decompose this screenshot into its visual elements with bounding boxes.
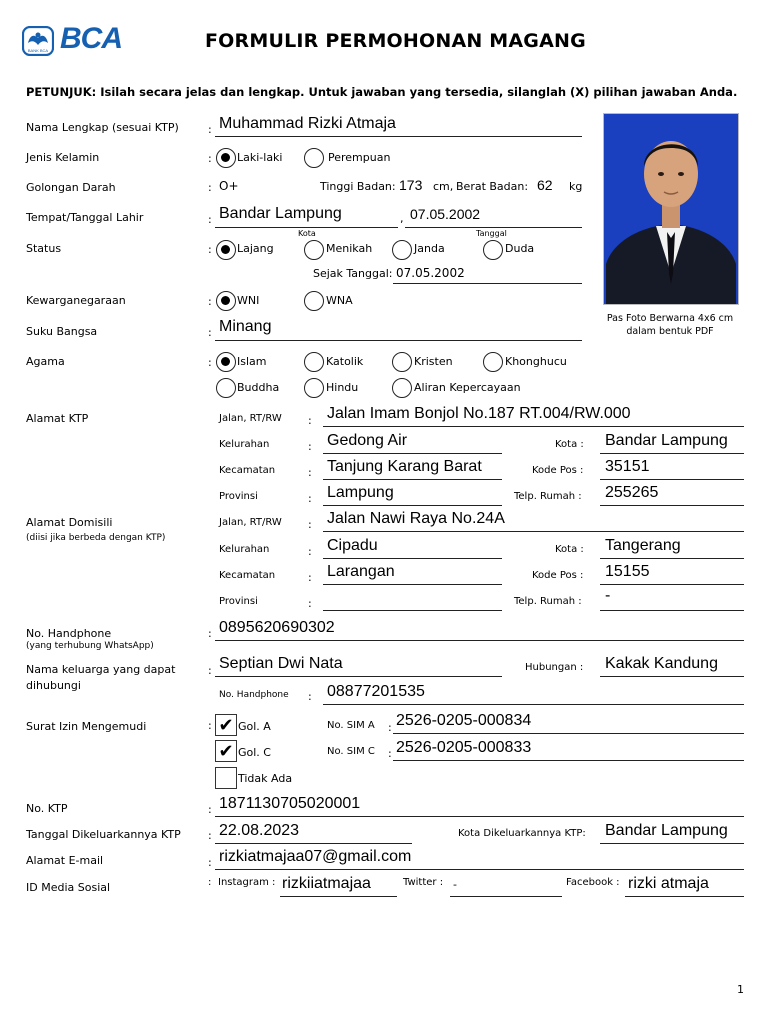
label-kode-pos: Kode Pos : [532, 465, 584, 476]
option-wna: WNA [326, 294, 353, 307]
photo-caption: Pas Foto Berwarna 4x6 cm dalam bentuk PDF [606, 313, 734, 337]
colon: : [208, 152, 212, 165]
underline [600, 558, 744, 559]
label-jenis-kelamin: Jenis Kelamin [26, 151, 100, 164]
value-tgl-ktp[interactable]: 22.08.2023 [219, 822, 300, 839]
colon: : [208, 856, 212, 869]
radio-islam[interactable] [216, 352, 236, 372]
underline [393, 733, 744, 734]
underline [215, 136, 582, 137]
colon: : [208, 664, 212, 677]
label-medsos: ID Media Sosial [26, 881, 111, 894]
label-tinggi: Tinggi Badan: [320, 180, 396, 193]
value-keluarga-hp[interactable]: 08877201535 [327, 683, 425, 700]
option-duda: Duda [505, 242, 535, 255]
radio-laki-laki[interactable] [216, 148, 236, 168]
value-email[interactable]: rizkiatmajaa07@gmail.com [219, 848, 412, 865]
colon: : [308, 466, 312, 479]
colon: : [308, 545, 312, 558]
option-buddha: Buddha [237, 381, 280, 394]
label-jalan: Jalan, RT/RW [219, 413, 282, 424]
colon: : [208, 356, 212, 369]
checkbox-gol-c[interactable]: ✔ [215, 740, 237, 762]
underline [600, 843, 744, 844]
value-facebook[interactable]: rizki atmaja [628, 875, 709, 892]
underline [323, 531, 744, 532]
label-sim: Surat Izin Mengemudi [26, 720, 147, 733]
label-email: Alamat E-mail [26, 854, 104, 867]
label-ktp: No. KTP [26, 802, 68, 815]
underline [600, 453, 744, 454]
label-suku: Suku Bangsa [26, 325, 98, 338]
underline [215, 227, 398, 228]
option-hindu: Hindu [326, 381, 359, 394]
label-kota-ktp: Kota Dikeluarkannya KTP: [458, 828, 586, 839]
label-kg: kg [569, 180, 583, 193]
value-dom-kecamatan[interactable]: Larangan [327, 563, 395, 580]
underline [280, 896, 397, 897]
colon: : [208, 295, 212, 308]
value-ktp[interactable]: 1871130705020001 [219, 795, 361, 812]
underline [215, 676, 502, 677]
colon: : [308, 597, 312, 610]
colon: : [308, 440, 312, 453]
value-twitter[interactable]: - [453, 878, 457, 891]
underline [323, 704, 744, 705]
option-gol-a: Gol. A [238, 720, 271, 733]
value-dom-kodepos[interactable]: 15155 [605, 563, 650, 580]
value-tempat-lahir[interactable]: Bandar Lampung [219, 205, 342, 222]
underline [600, 676, 744, 677]
underline [323, 426, 744, 427]
option-laki-laki: Laki-laki [237, 151, 283, 164]
option-kristen: Kristen [414, 355, 453, 368]
underline [323, 453, 502, 454]
radio-kristen[interactable] [392, 352, 412, 372]
value-sim-c[interactable]: 2526-0205-000833 [396, 739, 532, 756]
value-ktp-kota[interactable]: Bandar Lampung [605, 432, 728, 449]
underline [215, 843, 412, 844]
colon: : [208, 123, 212, 136]
underline [600, 479, 744, 480]
colon: : [208, 877, 212, 888]
value-instagram[interactable]: rizkiiatmajaa [282, 875, 371, 892]
note-alamat-domisili: (diisi jika berbeda dengan KTP) [26, 533, 166, 543]
radio-aliran-kepercayaan[interactable] [392, 378, 412, 398]
value-tanggal-lahir[interactable]: 07.05.2002 [410, 206, 481, 222]
ttl-separator: , [400, 212, 404, 225]
radio-wni[interactable] [216, 291, 236, 311]
label-kota-small: Kota [298, 229, 316, 238]
radio-perempuan[interactable] [304, 148, 324, 168]
colon: : [208, 803, 212, 816]
colon: : [208, 243, 212, 256]
option-islam: Islam [237, 355, 267, 368]
underline [625, 896, 744, 897]
label-nama: Nama Lengkap (sesuai KTP) [26, 121, 179, 134]
colon: : [208, 326, 212, 339]
label-hubungan: Hubungan : [525, 662, 584, 673]
note-handphone: (yang terhubung WhatsApp) [26, 641, 154, 651]
option-gol-c: Gol. C [238, 746, 271, 759]
label-kecamatan: Kecamatan [219, 465, 276, 476]
form-title: FORMULIR PERMOHONAN MAGANG [205, 30, 586, 52]
brand-name: BCA [60, 22, 122, 55]
label-cm: cm, [433, 180, 454, 193]
underline [405, 227, 582, 228]
value-dom-kelurahan[interactable]: Cipadu [327, 537, 378, 554]
radio-menikah[interactable] [304, 240, 324, 260]
colon: : [208, 181, 212, 194]
label-no-sim-a: No. SIM A [327, 720, 375, 731]
option-aliran-kepercayaan: Aliran Kepercayaan [414, 381, 521, 394]
label-golongan-darah: Golongan Darah [26, 181, 116, 194]
option-perempuan: Perempuan [328, 151, 391, 164]
radio-lajang[interactable] [216, 240, 236, 260]
underline [600, 505, 744, 506]
bca-emblem-icon [22, 26, 54, 56]
label-tanggal-small: Tanggal [476, 229, 507, 238]
value-dom-telp[interactable]: - [605, 587, 611, 604]
label-berat: Berat Badan: [456, 180, 529, 193]
radio-janda[interactable] [392, 240, 412, 260]
radio-wna[interactable] [304, 291, 324, 311]
svg-text:BANK BCA: BANK BCA [27, 48, 49, 53]
label-alamat-domisili: Alamat Domisili [26, 516, 113, 529]
label-provinsi: Provinsi [219, 491, 258, 502]
colon: : [308, 414, 312, 427]
colon: : [208, 213, 212, 226]
applicant-photo [603, 113, 739, 305]
colon: : [208, 627, 212, 640]
value-dom-jalan[interactable]: Jalan Nawi Raya No.24A [327, 510, 505, 527]
radio-katolik[interactable] [304, 352, 324, 372]
label-tgl-ktp: Tanggal Dikeluarkannya KTP [26, 828, 181, 841]
label-ttl: Tempat/Tanggal Lahir [26, 211, 144, 224]
colon: : [308, 571, 312, 584]
radio-duda[interactable] [483, 240, 503, 260]
colon: : [308, 492, 312, 505]
label-jalan: Jalan, RT/RW [219, 517, 282, 528]
label-status: Status [26, 242, 62, 255]
underline [323, 558, 502, 559]
underline [215, 640, 744, 641]
value-kota-ktp[interactable]: Bandar Lampung [605, 822, 728, 839]
value-ktp-jalan[interactable]: Jalan Imam Bonjol No.187 RT.004/RW.000 [327, 405, 631, 422]
underline [323, 610, 502, 611]
value-handphone[interactable]: 0895620690302 [219, 619, 335, 636]
label-no-hp-keluarga: No. Handphone [219, 690, 289, 700]
value-ktp-kelurahan[interactable]: Gedong Air [327, 432, 408, 449]
value-berat[interactable]: 62 [537, 177, 553, 193]
value-ktp-kodepos[interactable]: 35151 [605, 458, 650, 475]
label-kota: Kota : [555, 544, 584, 555]
value-ktp-provinsi[interactable]: Lampung [327, 484, 394, 501]
underline [393, 760, 744, 761]
label-alamat-ktp: Alamat KTP [26, 412, 89, 425]
colon: : [308, 518, 312, 531]
value-hubungan[interactable]: Kakak Kandung [605, 655, 718, 672]
colon: : [308, 690, 312, 703]
value-sim-a[interactable]: 2526-0205-000834 [396, 712, 532, 729]
value-suku[interactable]: Minang [219, 318, 272, 335]
option-katolik: Katolik [326, 355, 364, 368]
value-tinggi[interactable]: 173 [399, 177, 423, 193]
label-telp-rumah: Telp. Rumah : [514, 491, 582, 502]
colon: : [208, 719, 212, 732]
label-keluarga-2: dihubungi [26, 679, 81, 692]
option-menikah: Menikah [326, 242, 373, 255]
label-telp-rumah: Telp. Rumah : [514, 596, 582, 607]
value-ktp-telp[interactable]: 255265 [605, 484, 659, 501]
underline [600, 610, 744, 611]
radio-hindu[interactable] [304, 378, 324, 398]
underline [215, 869, 744, 870]
checkbox-gol-a[interactable]: ✔ [215, 714, 237, 736]
colon: : [208, 829, 212, 842]
label-kelurahan: Kelurahan [219, 439, 270, 450]
radio-khonghucu[interactable] [483, 352, 503, 372]
label-instagram: Instagram : [218, 877, 276, 888]
option-janda: Janda [414, 242, 445, 255]
bca-logo [22, 24, 136, 58]
colon: : [388, 721, 392, 734]
label-agama: Agama [26, 355, 65, 368]
option-tidak-ada: Tidak Ada [238, 772, 293, 785]
value-dom-kota[interactable]: Tangerang [605, 537, 681, 554]
label-no-sim-c: No. SIM C [327, 746, 375, 757]
option-lajang: Lajang [237, 242, 274, 255]
value-keluarga-nama[interactable]: Septian Dwi Nata [219, 655, 343, 672]
form-instruction: PETUNJUK: Isilah secara jelas dan lengkap. Untuk jawaban yang tersedia, silanglah (X) pilihan jawaban Anda. [26, 85, 738, 99]
page-number: 1 [737, 983, 744, 996]
underline [323, 479, 502, 480]
label-kecamatan: Kecamatan [219, 570, 276, 581]
radio-buddha[interactable] [216, 378, 236, 398]
value-sejak-tanggal[interactable]: 07.05.2002 [396, 266, 465, 280]
underline [323, 584, 502, 585]
option-wni: WNI [237, 294, 260, 307]
label-kota: Kota : [555, 439, 584, 450]
label-twitter: Twitter : [403, 877, 444, 888]
label-kelurahan: Kelurahan [219, 544, 270, 555]
underline [215, 340, 582, 341]
label-sejak-tanggal: Sejak Tanggal: [313, 267, 393, 280]
label-keluarga: Nama keluarga yang dapat [26, 663, 176, 676]
underline [215, 816, 744, 817]
checkbox-tidak-ada[interactable] [215, 767, 237, 789]
value-nama[interactable]: Muhammad Rizki Atmaja [219, 115, 396, 132]
person-photo-icon [604, 114, 738, 304]
label-handphone: No. Handphone [26, 627, 112, 640]
option-khonghucu: Khonghucu [505, 355, 567, 368]
colon: : [388, 747, 392, 760]
underline [393, 283, 582, 284]
label-provinsi: Provinsi [219, 596, 258, 607]
label-kewarganegaraan: Kewarganegaraan [26, 294, 126, 307]
value-golongan-darah[interactable]: O+ [219, 179, 239, 193]
label-facebook: Facebook : [566, 877, 620, 888]
value-ktp-kecamatan[interactable]: Tanjung Karang Barat [327, 458, 482, 475]
underline [450, 896, 562, 897]
underline [600, 584, 744, 585]
underline [323, 505, 502, 506]
label-kode-pos: Kode Pos : [532, 570, 584, 581]
